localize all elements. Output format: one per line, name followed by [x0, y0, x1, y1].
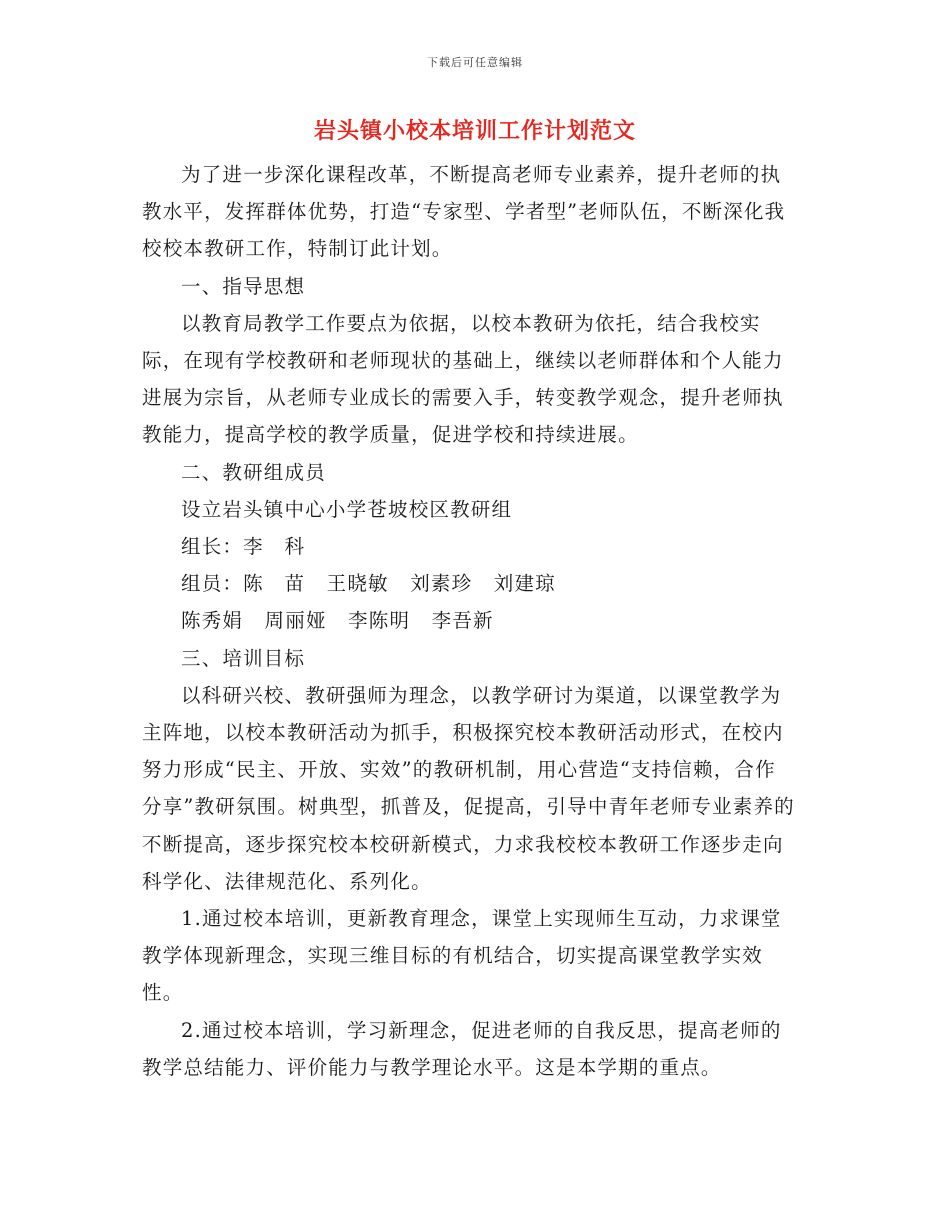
header-note: 下载后可任意编辑 [427, 56, 523, 69]
research-group-setup-line: 设立岩头镇中心小学苍坡校区教研组 [181, 497, 513, 521]
section-heading-guiding-thought: 一、指导思想 [181, 274, 306, 298]
member-name: 陈秀娟 [181, 609, 244, 633]
member-name: 刘建琼 [493, 572, 556, 596]
section-heading-training-goals: 三、培训目标 [181, 646, 306, 670]
group-members-label: 组员： [181, 572, 244, 596]
member-name: 刘素珍 [410, 572, 473, 596]
group-members-line-2 [142, 602, 796, 639]
group-leader-label: 组长： [181, 535, 244, 559]
goal-item-2: 2.通过校本培训，学习新理念，促进老师的自我反思，提高老师的教学总结能力、评价能力与教学理论水平。这是本学期的重点。 [142, 1018, 782, 1079]
member-name: 李吾新 [431, 609, 494, 633]
section-heading-research-group-members: 二、教研组成员 [181, 460, 326, 484]
member-name: 陈 苗 [243, 572, 306, 596]
member-name: 王晓敏 [326, 572, 389, 596]
group-members-line-1 [142, 565, 796, 602]
group-leader-line [142, 528, 796, 565]
member-name: 李陈明 [348, 609, 411, 633]
goal-item-1: 1.通过校本培训，更新教育理念，课堂上实现师生互动，力求课堂教学体现新理念，实现三维目标的有机结合，切实提高课堂教学实效性。 [142, 907, 782, 1005]
guiding-thought-paragraph: 以教育局教学工作要点为依据，以校本教研为依托，结合我校实际，在现有学校教研和老师现状的基础上，继续以老师群体和个人能力进展为宗旨，从老师专业成长的需要入手，转变教学观念，提升老师执教能力，提高学校的教学质量，促进学校和持续进展。 [142, 311, 784, 447]
training-goals-paragraph: 以科研兴校、教研强师为理念，以教学研讨为渠道，以课堂教学为主阵地，以校本教研活动为抓手，积极探究校本教研活动形式，在校内努力形成“民主、开放、实效”的教研机制，用心营造“支持信赖，合作分享”教研氛围。树典型，抓普及，促提高，引导中青年老师专业素养的不断提高，逐步探究校本校研新模式，力求我校校本教研工作逐步走向科学化、法律规范化、系列化。 [142, 683, 795, 893]
member-name: 周丽娅 [264, 609, 327, 633]
document-body [142, 156, 796, 1086]
document-title: 岩头镇小校本培训工作计划范文 [313, 118, 636, 144]
intro-paragraph: 为了进一步深化课程改革，不断提高老师专业素养，提升老师的执教水平，发挥群体优势，打造“专家型、学者型”老师队伍，不断深化我校校本教研工作，特制订此计划。 [142, 163, 786, 261]
group-leader-name: 李 科 [243, 535, 306, 559]
